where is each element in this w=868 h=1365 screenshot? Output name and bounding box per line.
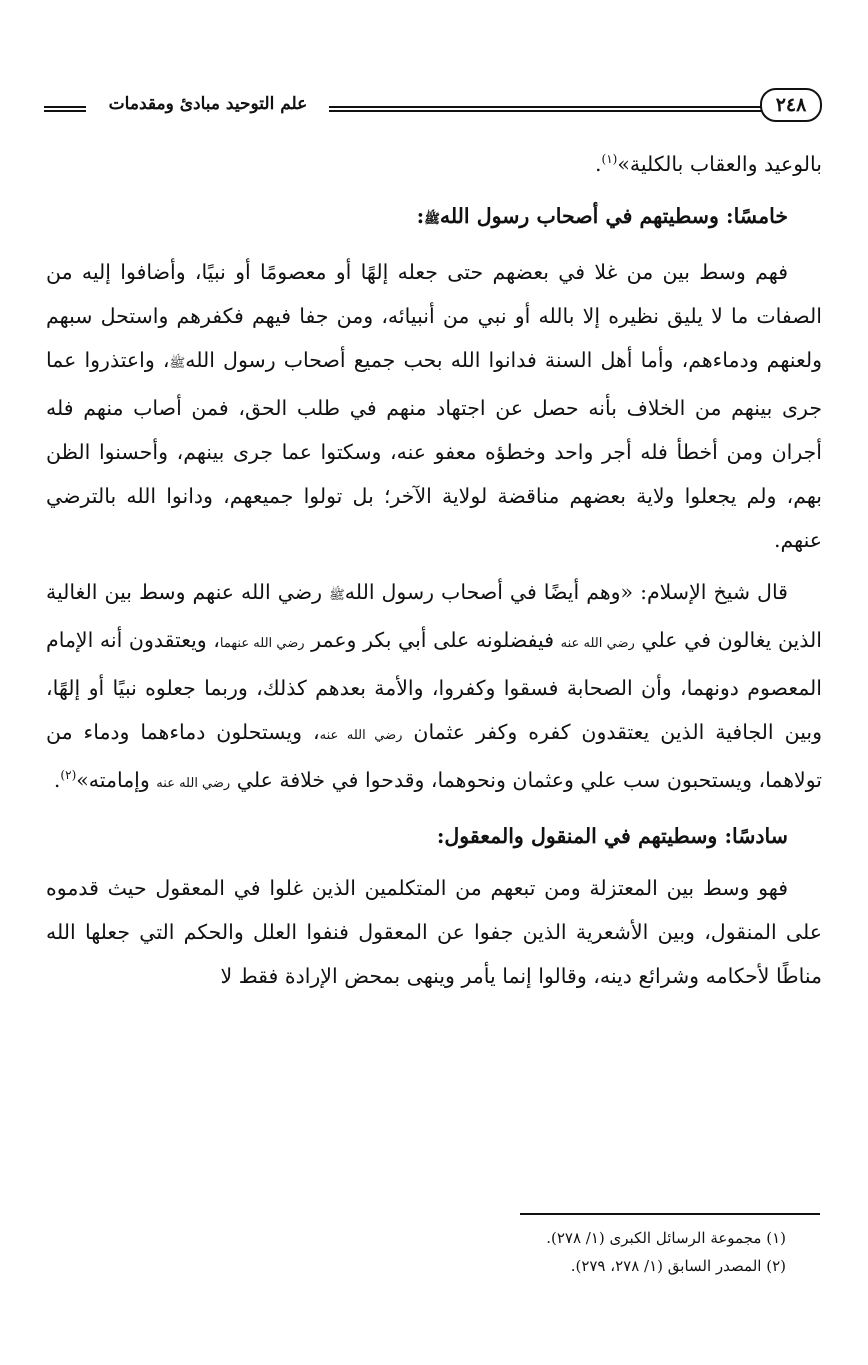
header-rule-left xyxy=(44,106,86,112)
page-number: ٢٤٨ xyxy=(760,88,822,122)
honorific-rahuma: رضي الله عنهما xyxy=(219,636,305,651)
footnote-separator xyxy=(520,1213,820,1215)
honorific-saw: ﷺ xyxy=(329,588,345,603)
heading-text: خامسًا: وسطيتهم في أصحاب رسول الله xyxy=(439,204,788,228)
footnote-ref-1[interactable]: (١) xyxy=(601,152,618,167)
footnotes xyxy=(46,1224,822,1280)
honorific-saw: ﷺ xyxy=(424,212,440,227)
honorific-ra: رضي الله عنه xyxy=(156,776,231,791)
heading-colon: : xyxy=(416,204,425,228)
text-run: رضي الله عنهم وسط بين الغالية الذين يغالون في علي xyxy=(46,580,822,652)
section-heading-5 xyxy=(46,194,822,242)
footnote-ref-2[interactable]: (٢) xyxy=(60,768,77,783)
text-run: ، ويستحلون دماءهما ودماء من تولاهما، ويستحبون سب علي وعثمان ونحوهما، وقدحوا في خلافة علي xyxy=(46,720,822,792)
text-run: . xyxy=(53,768,61,792)
footnote-1: (١) مجموعة الرسائل الكبرى (١/ ٢٧٨). xyxy=(546,1229,786,1247)
running-header xyxy=(44,88,822,128)
section-heading-6: سادسًا: وسطيتهم في المنقول والمعقول: xyxy=(436,824,788,848)
page-body xyxy=(46,142,822,998)
paragraph-companions xyxy=(46,250,822,562)
header-rule-right xyxy=(329,106,781,112)
header-title: علم التوحيد مبادئ ومقدمات xyxy=(108,94,308,114)
paragraph-transmitted-reason: فهو وسط بين المعتزلة ومن تبعهم من المتكلمين الذين غلوا في المعقول حيث قدموه على المنقول، وبين الأشعرية الذين جفوا عن المعقول فنفوا العلل والحكم التي جعلها الله مناطًا لأحكامه وشرائع دينه، وقالوا إنما يأمر وينهى بمحض الإرادة فقط لا xyxy=(46,876,822,988)
honorific-ra: رضي الله عنه xyxy=(319,728,403,743)
text-run: ، واعتذروا عما جرى بينهم من الخلاف بأنه حصل عن اجتهاد منهم في طلب الحق، فمن أصاب منهم فله أجران ومن أخطأ فله أجر واحد وخطؤه معفو عنه، وسكتوا عما جرى بينهم، وأحسنوا الظن بهم، ولم يجعلوا ولاية بعضهم مناقضة لولاية الآخر؛ بل تولوا جميعهم، ودانوا الله بالترضي عنهم. xyxy=(46,348,822,552)
text-run: فهم وسط بين من غلا في بعضهم حتى جعله إلهًا أو معصومًا أو نبيًا، وأضافوا إليه من الصفات ما لا يليق نظيره إلا بالله أو نبي من أنبيائه، ومن جفا فيهم فكفرهم واستحل سبهم ولعنهم ودماءهم، وأما أهل السنة فدانوا الله بحب جميع أصحاب رسول الله xyxy=(46,260,822,372)
text-run: بالوعيد والعقاب بالكلية» xyxy=(617,152,822,176)
paragraph-continuation xyxy=(46,142,822,186)
paragraph-quote xyxy=(46,570,822,806)
honorific-saw: ﷺ xyxy=(169,356,186,371)
text-run: وإمامته» xyxy=(76,768,157,792)
honorific-ra: رضي الله عنه xyxy=(560,636,635,651)
text-run: قال شيخ الإسلام: «وهم أيضًا في أصحاب رسول الله xyxy=(344,580,788,604)
text-run: ، ويعتقدون أنه الإمام المعصوم دونهما، وأن الصحابة فسقوا وكفروا، والأمة بعدهم كذلك، وربما جعلوه نبيًا أو إلهًا، وبين الجافية الذين يعتقدون كفره وكفر عثمان xyxy=(46,628,822,744)
text-run: فيفضلونه على أبي بكر وعمر xyxy=(311,628,561,652)
text-run: . xyxy=(594,152,602,176)
footnote-2: (٢) المصدر السابق (١/ ٢٧٨، ٢٧٩). xyxy=(570,1257,786,1275)
